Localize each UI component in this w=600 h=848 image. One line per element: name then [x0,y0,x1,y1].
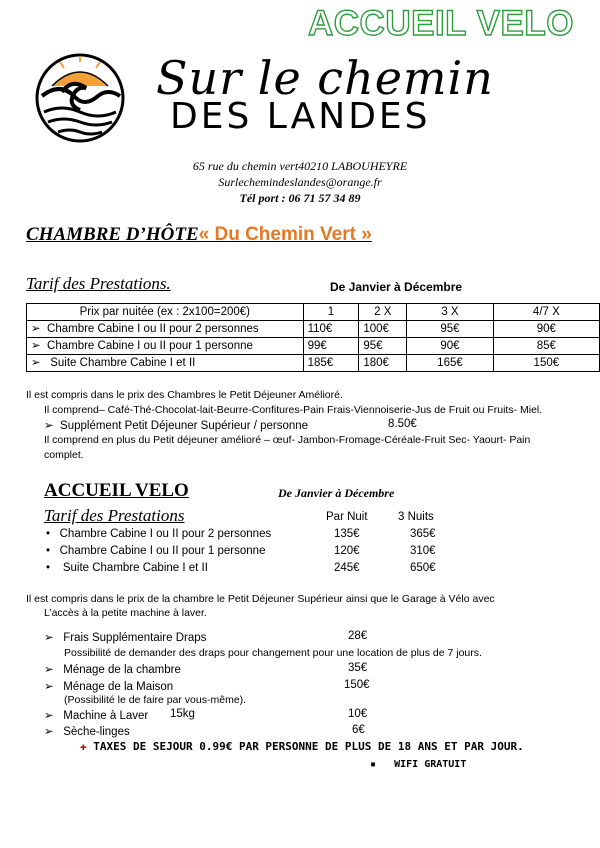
arrow-icon: ➢ [44,710,54,722]
row-label: Chambre Cabine I ou II pour 2 personnes [47,323,259,335]
extra-price: 10€ [348,708,368,720]
supplement-price: 8.50€ [388,418,417,430]
velo-note-machine: L’accès à la petite machine à laver. [44,607,207,619]
table-header: 3 X [407,304,493,321]
velo-period: De Janvier à Décembre [278,486,395,500]
table-cell: 95€ [359,338,407,355]
extra-label: Sèche-linges [63,726,130,738]
extra-qty: 15kg [170,708,195,720]
period: De Janvier à Décembre [330,280,463,294]
square-bullet-icon: ▪ [370,759,377,770]
velo-note-compris: Il est compris dans le prix de la chambre le Petit Déjeuner Supérieur ainsi que le Garage à Vélo avec [26,593,495,605]
table-row [27,321,600,338]
taxes-text: TAXES DE SEJOUR 0.99€ PAR PERSONNE DE PLUS DE 18 ANS ET PAR JOUR. [93,740,524,753]
table-header: 1 [303,304,359,321]
chambre-title-name: « Du Chemin Vert » [198,224,372,245]
table-cell: 180€ [359,355,407,372]
table-cell: 99€ [303,338,359,355]
note-complet: complet. [44,449,84,461]
extra-label: Ménage de la Maison [63,681,174,693]
extra-price: 6€ [352,724,365,736]
velo-price-nuit: 120€ [334,545,360,557]
note-comprend: Il comprend– Café-Thé-Chocolat-lait-Beurre-Confitures-Pain Frais-Viennoiserie-Jus de Fruit ou Fruits- Miel. [44,404,543,416]
arrow-icon: ➢ [44,681,54,693]
velo-price-3nuits: 650€ [410,562,436,574]
table-cell: 90€ [493,321,599,338]
table-row [27,355,600,372]
velo-row [46,528,271,540]
velo-price-nuit: 245€ [334,562,360,574]
draps-note: Possibilité de demander des draps pour changement pour une location de plus de 7 jours. [64,647,482,659]
table-cell: 95€ [407,321,493,338]
velo-row-label: Chambre Cabine I ou II pour 2 personnes [59,528,272,540]
accueil-velo-title: ACCUEIL VELO [44,480,189,501]
chambre-title-prefix: CHAMBRE D’HÔTE [26,224,199,245]
velo-row-label: Chambre Cabine I ou II pour 1 personne [59,545,266,557]
bullet-icon: • [46,528,51,540]
table-cell: 90€ [407,338,493,355]
table-header: 4/7 X [493,304,599,321]
tarif-title: Tarif des Prestations. [26,274,171,293]
velo-row [46,545,265,557]
arrow-icon: ➢ [44,632,54,644]
table-cell: 85€ [493,338,599,355]
arrow-icon: ➢ [44,420,54,432]
table-row-label [27,338,304,355]
taxes-line [80,740,524,753]
extra-menage-maison [44,679,173,693]
row-label: Chambre Cabine I ou II pour 1 personne [47,340,253,352]
phone: Tél port : 06 71 57 34 89 [239,191,361,205]
accueil-velo-banner: ACCUEIL VELO [308,4,574,43]
arrow-icon: ➢ [31,323,41,335]
table-header: 2 X [359,304,407,321]
col-3-nuits: 3 Nuits [398,511,434,523]
table-header-row [27,304,600,321]
arrow-icon: ➢ [44,726,54,738]
extra-seche-linge [44,724,130,738]
table-row [27,338,600,355]
table-cell: 150€ [493,355,599,372]
wifi-text: WIFI GRATUIT [394,759,467,770]
velo-price-3nuits: 310€ [410,545,436,557]
table-cell: 165€ [407,355,493,372]
table-header: Prix par nuitée (ex : 2x100=200€) [27,304,304,321]
extra-price: 28€ [348,630,368,642]
velo-price-3nuits: 365€ [410,528,436,540]
supplement-label: Supplément Petit Déjeuner Supérieur / personne [60,420,309,432]
extra-price: 150€ [344,679,370,691]
velo-tarif-title: Tarif des Prestations [44,506,185,525]
logo-icon [28,52,132,144]
email: Surlechemindeslandes@orange.fr [218,175,382,189]
table-row-label [27,321,304,338]
bullet-icon: • [46,545,51,557]
arrow-icon: ➢ [31,340,41,352]
tarif-table [26,303,600,372]
extra-machine [44,708,148,722]
wifi-line [370,759,466,770]
maison-note: (Possibilité le de faire par vous-même). [64,694,247,706]
col-par-nuit: Par Nuit [326,511,368,523]
row-label: Suite Chambre Cabine I et II [50,357,196,369]
extra-draps [44,630,206,644]
supplement-line [44,418,417,432]
note-comprend-plus: Il comprend en plus du Petit déjeuner amélioré – œuf- Jambon-Fromage-Céréale-Fruit Sec- Yaourt- Pain [44,434,531,446]
extra-label: Machine à Laver [63,710,149,722]
chambre-title [26,224,372,246]
brand-caps: DES LANDES [170,96,431,137]
table-cell: 100€ [359,321,407,338]
velo-row [46,562,208,574]
table-cell: 110€ [303,321,359,338]
table-cell: 185€ [303,355,359,372]
address: 65 rue du chemin vert40210 LABOUHEYRE [192,159,408,173]
extra-menage-chambre [44,662,181,676]
table-row-label [27,355,304,372]
extra-label: Frais Supplémentaire Draps [63,632,207,644]
arrow-icon: ➢ [44,664,54,676]
velo-row-label: Suite Chambre Cabine I et II [59,562,208,574]
extra-price: 35€ [348,662,368,674]
brand-script: Sur le chemin [156,51,494,105]
note-petit-dejeuner: Il est compris dans le prix des Chambres le Petit Déjeuner Amélioré. [26,389,343,401]
extra-label: Ménage de la chambre [63,664,181,676]
plus-icon: ✚ [80,740,87,753]
arrow-icon: ➢ [31,357,41,369]
velo-price-nuit: 135€ [334,528,360,540]
bullet-icon: • [46,562,51,574]
